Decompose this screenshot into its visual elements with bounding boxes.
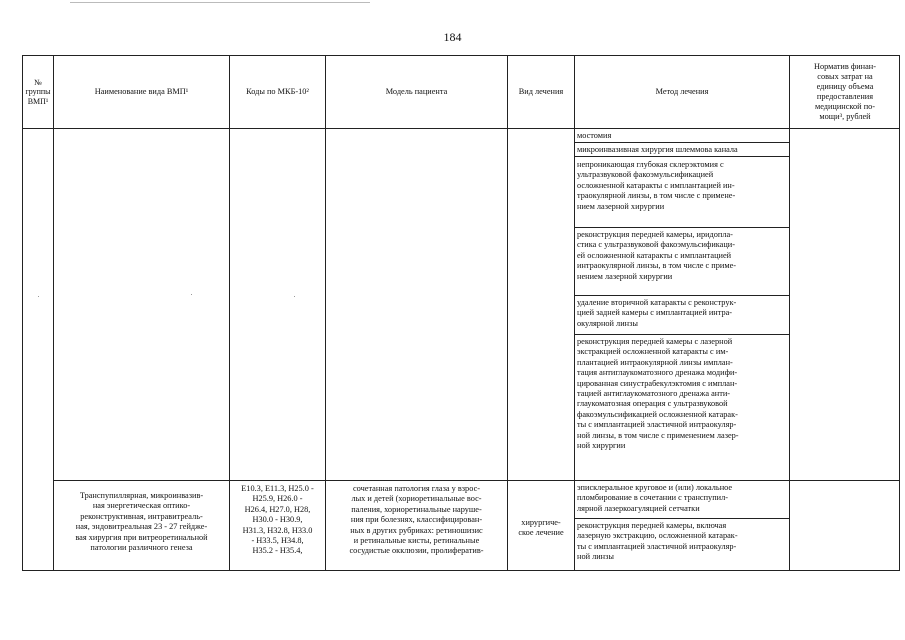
top-edge-line (70, 2, 370, 3)
page-number: 184 (443, 30, 462, 44)
method-item: реконструкция передней камеры, включая лазерную экстракцию, осложненной катарак- ты с имплантацией эластичной интраокуляр- ной линзы (577, 521, 738, 562)
method-item: удаление вторичной катаракты с реконструк- цией задней камеры с имплантацией интра- окулярной линзы (577, 298, 737, 328)
col-divider (789, 56, 790, 570)
header-group-number: № группы ВМП¹ (25, 77, 51, 106)
scan-speck (38, 296, 39, 297)
header-treatment-method: Метод лечения (655, 86, 709, 96)
vmp-table (22, 55, 900, 571)
method-item: мостомия (577, 131, 612, 140)
scan-speck (191, 294, 192, 295)
header-patient-model: Модель пациента (385, 86, 448, 96)
method-item: эписклеральное круговое и (или) локальное пломбирование в сочетании с транспупил- лярной лазеркоагуляцией сетчатки (577, 483, 733, 513)
icd-codes-cell: E10.3, E11.3, H25.0 - H25.9, H26.0 - H26.4, H27.0, H28, H30.0 - H30.9, H31.3, H32.8, H33.0 - H33.5, H34.8, H35.2 - H35.4, (241, 484, 314, 556)
header-icd-codes: Коды по МКБ-10² (246, 86, 309, 96)
method-row-divider (574, 142, 789, 143)
method-row-divider (574, 227, 789, 228)
vmp-name-cell: Транспупиллярная, микроинвазив- ная энергетическая оптико- реконструктивная, интравитреаль- ная, эндовитреальная 23 - 27 гейдже- вая хирургия при витреоретинальной патологии различного генеза (75, 491, 208, 553)
header-cost-norm: Норматив финан- совых затрат на единицу объема предоставления медицинской по- мощи³, рублей (813, 62, 877, 121)
header-treatment-type: Вид лечения (518, 86, 564, 96)
header-divider (23, 128, 899, 129)
method-item: микроинвазивная хирургия шлеммова канала (577, 145, 738, 154)
scan-speck (294, 296, 295, 297)
patient-model-cell: сочетанная патология глаза у взрос- лых и детей (хориоретинальные вос- паления, хориоретинальные наруше- ния при болезнях, классифицирован- ных в других рубриках: ретиношизис и ретинальные кисты, ретинальные сосудистые окклюзии, пролифератив- (349, 484, 484, 556)
method-item: реконструкция передней камеры, иридопла- стика с ультразвуковой факоэмульсификаци- ей осложненной катаракты с имплантацией интраокулярной линзы, в том числе с приме- нением лазерной хирургии (577, 230, 737, 281)
method-item: реконструкция передней камеры с лазерной экстракцией осложненной катаракты с им- плантацией интраокулярной линзы имплан- тация антиглаукоматозного дренажа модифи- цированная синустрабекулэктомия с имплан- тацией антиглаукоматозного дренажа анти- глаукоматозная операция с ультразвуковой факоэмульсификацией осложненной катарак- ты с имплантацией эластичной интраокуляр- ной линзы, в том числе с применением лазер- ной хирургии (577, 337, 739, 451)
header-vmp-name: Наименование вида ВМП¹ (94, 86, 189, 96)
row-divider (53, 480, 899, 481)
treatment-type-cell: хирургиче- ское лечение (518, 518, 564, 538)
method-row-divider (574, 518, 789, 519)
col-divider (507, 56, 508, 570)
method-row-divider (574, 295, 789, 296)
method-row-divider (574, 156, 789, 157)
col-divider (574, 56, 575, 570)
method-row-divider (574, 334, 789, 335)
method-item: непроникающая глубокая склерэктомия с ультразвуковой факоэмульсификацией осложненной катаракты с имплантацией ин- траокулярной линзы, в том числе с примене- нием лазерной хирургии (577, 160, 736, 211)
